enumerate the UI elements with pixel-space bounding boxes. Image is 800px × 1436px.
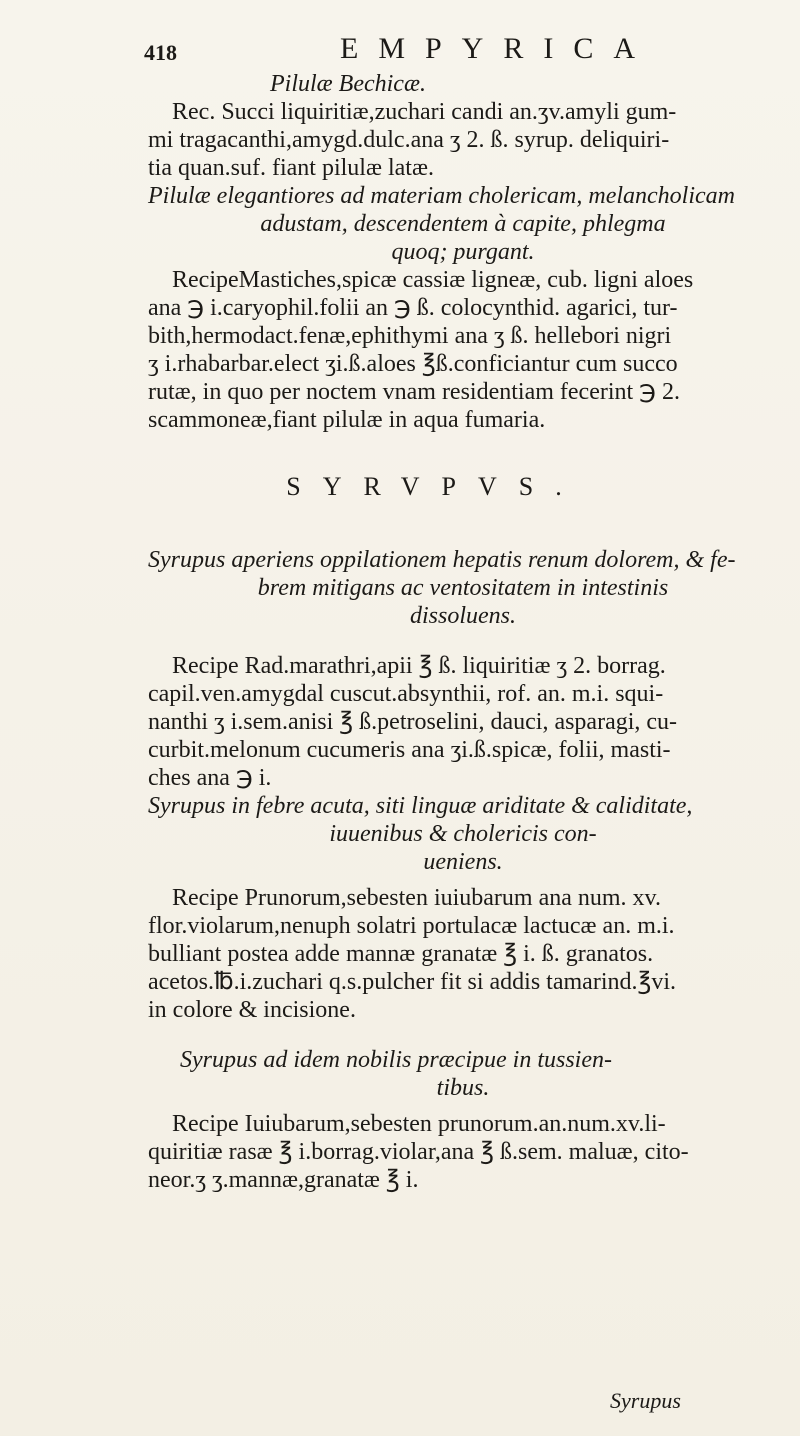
text-line: scammoneæ,fiant pilulæ in aqua fumaria. [148, 407, 546, 433]
text-line: tia quan.suf. fiant pilulæ latæ. [148, 155, 434, 181]
page-number: 418 [144, 40, 177, 65]
title-line: brem mitigans ac ventositatem in intestinis [257, 575, 669, 601]
text-line: capil.ven.amygdal cuscut.absynthii, rof. an. m.i. squi- [148, 681, 664, 707]
text-line: Rec. Succi liquiritiæ,zuchari candi an.ʒv.amyli gum- [172, 99, 677, 125]
section-heading-syrupus: SYRVPVS. [286, 472, 584, 501]
title-line: dissoluens. [409, 603, 516, 629]
recipe-2 [148, 266, 800, 434]
running-title: EMPYRICA [340, 32, 656, 65]
text-line: ʒ i.rhabarbar.elect ʒi.ß.aloes ℥ß.conficiantur cum succo [148, 351, 678, 377]
text-line: mi tragacanthi,amygd.dulc.ana ʒ 2. ß. syrup. deliquiri- [148, 127, 670, 153]
syrupus-in-febre-title [148, 792, 800, 876]
recipe-3 [148, 652, 800, 792]
title-line: iuuenibus & cholericis con- [329, 821, 597, 847]
recipe-4 [148, 884, 800, 1024]
title-line: adustam, descendentem à capite, phlegma [260, 211, 666, 237]
text-line: bulliant postea adde mannæ granatæ ℥ i. ß. granatos. [148, 941, 654, 967]
pilulae-elegantiores-title [148, 182, 800, 266]
title-line: Pilulæ elegantiores ad materiam cholericam, melancholicam [148, 183, 736, 209]
text-line: quiritiæ rasæ ℥ i.borrag.violar,ana ℥ ß.sem. maluæ, cito- [148, 1139, 689, 1165]
text-line: Recipe Rad.marathri,apii ℥ ß. liquiritiæ ʒ 2. borrag. [172, 653, 666, 679]
text-line: bith,hermodact.fenæ,ephithymi ana ʒ ß. hellebori nigri [148, 323, 672, 349]
syrupus-aperiens-title [148, 546, 800, 630]
title-line: tibus. [436, 1075, 490, 1101]
syrupus-ad-idem-title [148, 1046, 800, 1102]
title-line: quoq; purgant. [391, 239, 535, 265]
text-line: rutæ, in quo per noctem vnam residentiam fecerint ℈ 2. [148, 379, 680, 405]
text-line: in colore & incisione. [148, 997, 356, 1023]
text-line: neor.ʒ ʒ.mannæ,granatæ ℥ i. [148, 1167, 419, 1193]
text-line: curbit.melonum cucumeris ana ʒi.ß.spicæ, folii, masti- [148, 737, 671, 763]
text-line: ches ana ℈ i. [148, 765, 272, 791]
title-line: Pilulæ Bechicæ. [270, 71, 426, 97]
page-header [120, 30, 800, 66]
pilulae-bechicae-title [270, 70, 800, 98]
recipe-5 [148, 1110, 800, 1194]
text-line: acetos.℔.i.zuchari q.s.pulcher fit si addis tamarind.℥vi. [148, 969, 677, 995]
text-line: Recipe Prunorum,sebesten iuiubarum ana num. xv. [172, 885, 661, 911]
title-line: ueniens. [423, 849, 503, 875]
page-content [120, 30, 800, 1194]
text-line: Recipe Iuiubarum,sebesten prunorum.an.num.xv.li- [172, 1111, 666, 1137]
text-line: nanthi ʒ i.sem.anisi ℥ ß.petroselini, dauci, asparagi, cu- [148, 709, 678, 735]
text-line: RecipeMastiches,spicæ cassiæ ligneæ, cub. ligni aloes [172, 267, 694, 293]
recipe-1 [148, 98, 800, 182]
text-line: ana ℈ i.caryophil.folii an ℈ ß. colocynthid. agarici, tur- [148, 295, 678, 321]
title-line: Syrupus ad idem nobilis præcipue in tussien- [180, 1047, 612, 1073]
catchword: Syrupus [610, 1388, 681, 1413]
text-line: flor.violarum,nenuph solatri portulacæ lactucæ an. m.i. [148, 913, 675, 939]
title-line: Syrupus aperiens oppilationem hepatis renum dolorem, & fe- [148, 547, 736, 573]
title-line: Syrupus in febre acuta, siti linguæ ariditate & caliditate, [148, 793, 693, 819]
